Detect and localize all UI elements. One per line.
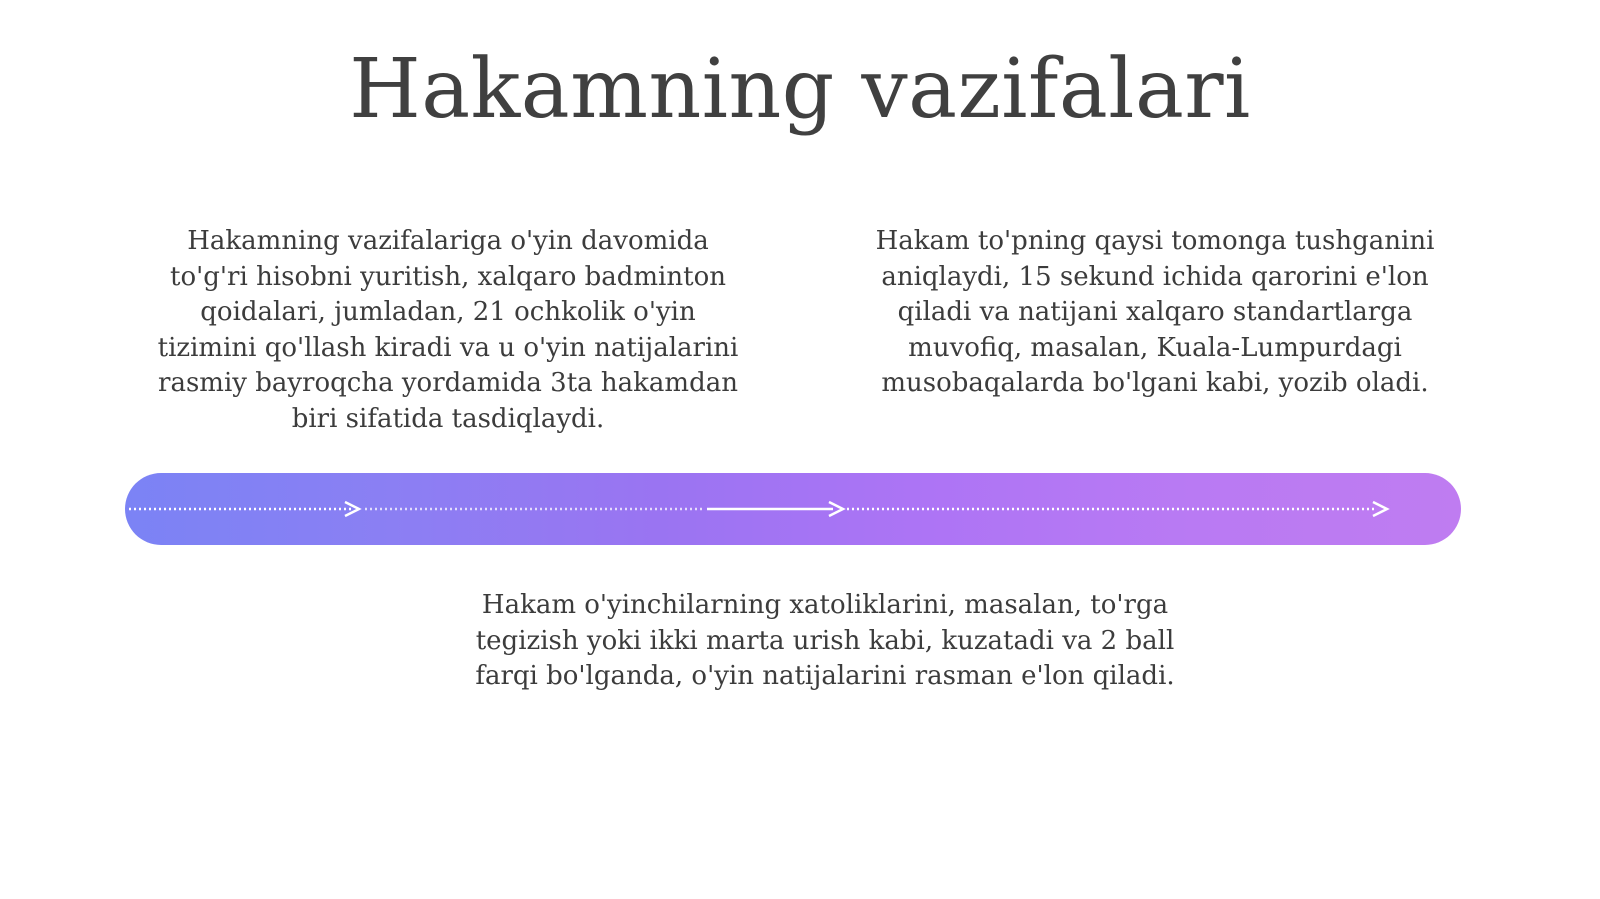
arrowhead-icon: [1373, 502, 1387, 516]
slide-title: Hakamning vazifalari: [349, 42, 1251, 137]
timeline-bar: [125, 473, 1461, 545]
timeline-arrows: [125, 473, 1461, 545]
arrowhead-icon: [345, 502, 359, 516]
description-bottom: Hakam o'yinchilarning xatoliklarini, masalan, to'rga tegizish yoki ikki marta urish kabi, kuzatadi va 2 ball farqi bo'lganda, o'yin natijalarini rasman e'lon qiladi.: [475, 590, 1175, 691]
description-right: Hakam to'pning qaysi tomonga tushganini aniqlaydi, 15 sekund ichida qarorini e'lon qiladi va natijani xalqaro standartlarga muvofiq, masalan, Kuala-Lumpurdagi musobaqalarda bo'lgani kabi, yozib oladi.: [875, 226, 1435, 398]
description-left: Hakamning vazifalariga o'yin davomida to'g'ri hisobni yuritish, xalqaro badminton qoidalari, jumladan, 21 ochkolik o'yin tizimini qo'llash kiradi va u o'yin natijalarini rasmiy bayroqcha yordamida 3ta hakamdan biri sifatida tasdiqlaydi.: [157, 226, 739, 434]
